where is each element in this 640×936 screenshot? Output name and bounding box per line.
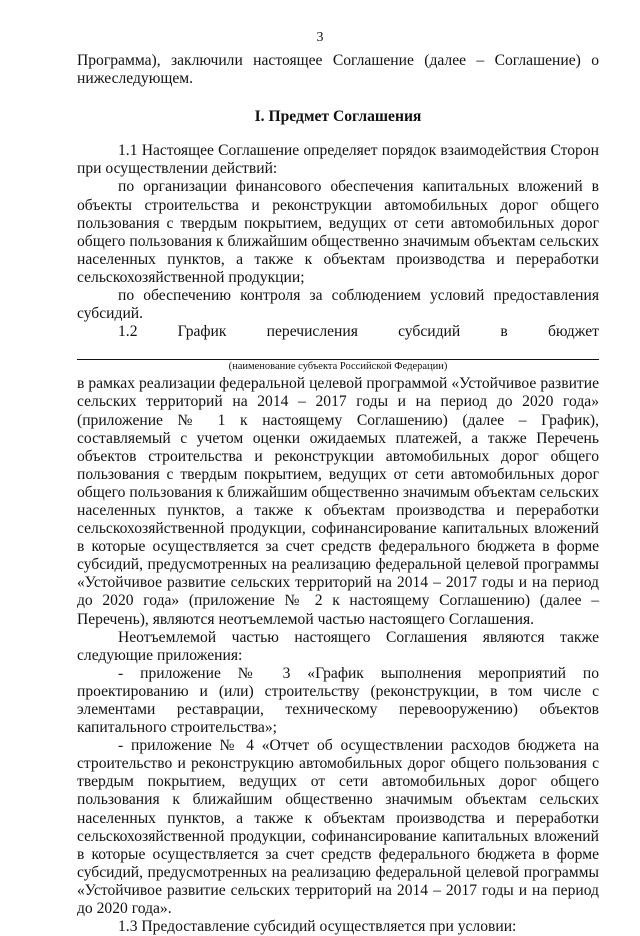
appendix-4-item: - приложение № 4 «Отчет об осуществлении расходов бюджета на строительство и реконструкцию автомобильных дорог общего пользования с твердым покрытием, ведущих от сети автомобильных дорог общего пользования к ближайшим общественно значимым объектам сельских населенных пунктов, а также к объектам производства и переработки сельскохозяйственной продукции, софинансирование капитальных вложений в которые осуществляется за счет средств федерального бюджета в форме субсидий, предусмотренных на реализацию федеральной целевой программы «Устойчивое развитие сельских территорий на 2014 – 2017 годы и на период до 2020 года».	[77, 737, 599, 918]
word-schedule: График	[177, 323, 227, 341]
blank-caption: (наименование субъекта Российской Федерации)	[228, 361, 448, 373]
paragraph-1-1-control: по обеспечению контроля за соблюдением условий предоставления субсидий.	[77, 287, 599, 323]
word-to: в	[500, 323, 508, 341]
paragraph-1-2-continuation: в рамках реализации федеральной целевой программой «Устойчивое развитие сельских территорий на 2014 – 2017 годы и на период до 2020 года» (приложение № 1 к настоящему Соглашению) (далее – График), составляемый с учетом оценки ожидаемых платежей, а также Перечень объектов строительства и реконструкции автомобильных дорог общего пользования с твердым покрытием, ведущих от сети автомобильных дорог общего пользования к ближайшим общественно значимым объектам сельских населенных пунктов, а также к объектам производства и переработки сельскохозяйственной продукции, софинансирование капитальных вложений в которые осуществляется за счет средств федерального бюджета в форме субсидий, предусмотренных на реализацию федеральной целевой программы «Устойчивое развитие сельских территорий на 2014 – 2017 годы и на период до 2020 года» (приложение № 2 к настоящему Соглашению) (далее – Перечень), являются неотъемлемой частью настоящего Соглашения.	[77, 375, 599, 628]
subject-name-blank-line	[77, 353, 599, 360]
word-transfer: перечисления	[266, 323, 358, 341]
word-budget: бюджет	[547, 323, 599, 341]
word-subsidies: субсидий	[398, 323, 461, 341]
section-title: I. Предмет Соглашения	[254, 108, 422, 126]
paragraph-1-1: 1.1 Настоящее Соглашение определяет порядок взаимодействия Сторон при осуществлении действий:	[77, 142, 599, 178]
paragraph-1-3: 1.3 Предоставление субсидий осуществляется при условии:	[118, 918, 517, 936]
document-body	[77, 52, 599, 936]
intro-paragraph: Программа), заключили настоящее Соглашение (далее – Соглашение) о нижеследующем.	[77, 52, 599, 88]
paragraph-1-1-financing: по организации финансового обеспечения капитальных вложений в объекты строительства и реконструкции автомобильных дорог общего пользования с твердым покрытием, ведущих от сети автомобильных дорог общего пользования к ближайшим общественно значимым объектам сельских населенных пунктов, а также к объектам производства и переработки сельскохозяйственной продукции;	[77, 178, 599, 286]
page-number: 3	[316, 30, 324, 45]
paragraph-1-2-heading	[77, 323, 599, 341]
appendix-3-item: - приложение № 3 «График выполнения мероприятий по проектированию и (или) строительству (реконструкции, в том числе с элементами реставрации, техническому перевооружению) объектов капитального строительства»;	[77, 664, 599, 737]
clause-number: 1.2	[118, 323, 138, 341]
paragraph-appendices: Неотъемлемой частью настоящего Соглашения являются также следующие приложения:	[77, 628, 599, 664]
